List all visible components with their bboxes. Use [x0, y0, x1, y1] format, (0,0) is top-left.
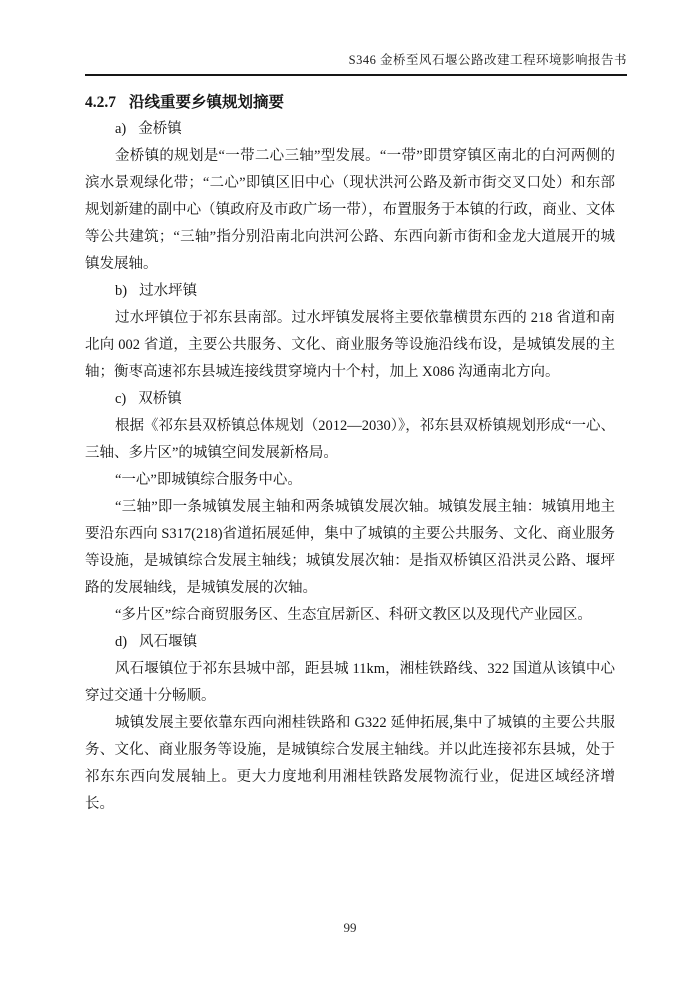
subsection-heading-b	[85, 278, 615, 305]
subsection-name-c: 双桥镇	[138, 391, 182, 407]
page-footer	[0, 919, 700, 937]
subsection-label-d: d)	[115, 634, 128, 650]
page-body	[85, 89, 615, 818]
paragraph-c2: “一心”即城镇综合服务中心。	[115, 472, 302, 488]
paragraph-d2: 城镇发展主要依靠东西向湘桂铁路和 G322 延伸拓展,集中了城镇的主要公共服务、文化、商业服务等设施，是城镇综合发展主轴线。并以此连接祁东县城，处于祁东东西向发展轴上。更大力度地利用湘桂铁路发展物流行业，促进区域经济增长。	[85, 715, 615, 812]
subsection-name-d: 风石堰镇	[139, 634, 198, 650]
subsection-heading-d	[85, 629, 615, 656]
subsection-heading-a	[85, 116, 615, 143]
header-title: S346 金桥至风石堰公路改建工程环境影响报告书	[348, 53, 627, 67]
paragraph-d1: 风石堰镇位于祁东县城中部，距县城 11km，湘桂铁路线、322 国道从该镇中心穿过交通十分畅顺。	[85, 661, 615, 704]
paragraph-a1: 金桥镇的规划是“一带二心三轴”型发展。“一带”即贯穿镇区南北的白河两侧的滨水景观绿化带；“二心”即镇区旧中心（现状洪河公路及新市街交叉口处）和东部规划新建的副中心（镇政府及市政广场一带），布置服务于本镇的行政，商业、文体等公共建筑；“三轴”指分别沿南北向洪河公路、东西向新市街和金龙大道展开的城镇发展轴。	[85, 148, 615, 272]
section-heading	[85, 89, 615, 116]
section-number: 4.2.7	[85, 94, 116, 111]
subsection-heading-c	[85, 386, 615, 413]
page-number: 99	[343, 920, 357, 935]
subsection-name-b: 过水坪镇	[139, 283, 198, 299]
subsection-label-a: a)	[115, 121, 127, 137]
page-header	[85, 52, 627, 76]
section-title: 沿线重要乡镇规划摘要	[129, 94, 285, 111]
paragraph-b1: 过水坪镇位于祁东县南部。过水坪镇发展将主要依靠横贯东西的 218 省道和南北向 002 省道，主要公共服务、文化、商业服务等设施沿线布设，是城镇发展的主轴；衡枣高速祁东县城连接线贯穿境内十个村，加上 X086 沟通南北方向。	[85, 310, 615, 380]
paragraph-c3: “三轴”即一条城镇发展主轴和两条城镇发展次轴。城镇发展主轴：城镇用地主要沿东西向 S317(218)省道拓展延伸，集中了城镇的主要公共服务、文化、商业服务等设施，是城镇综合发展主轴线；城镇发展次轴：是指双桥镇区沿洪灵公路、堰坪路的发展轴线，是城镇发展的次轴。	[85, 499, 615, 596]
subsection-label-b: b)	[115, 283, 128, 299]
paragraph-c4: “多片区”综合商贸服务区、生态宜居新区、科研文教区以及现代产业园区。	[115, 607, 592, 623]
subsection-name-a: 金桥镇	[138, 121, 182, 137]
subsection-label-c: c)	[115, 391, 127, 407]
paragraph-c1: 根据《祁东县双桥镇总体规划（2012—2030）》，祁东县双桥镇规划形成“一心、三轴、多片区”的城镇空间发展新格局。	[85, 418, 615, 461]
